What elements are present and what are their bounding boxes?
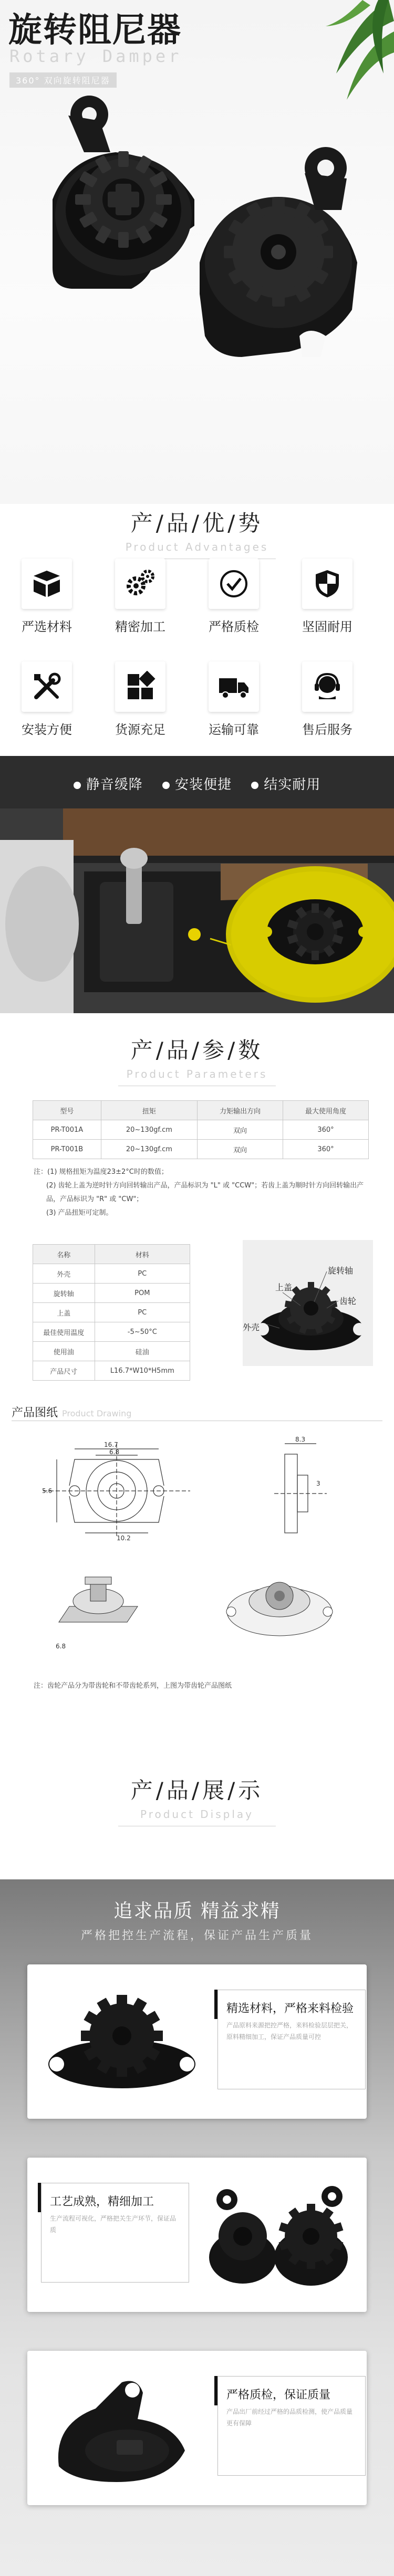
card-label-box	[217, 2376, 366, 2476]
parameters-title: 产/品/参/数	[130, 1037, 264, 1063]
drawing-heading	[12, 1404, 131, 1420]
note-line: (2) 齿轮上盖为逆时针方向回转输出产品，产品标识为 "L" 或 "CCW"；若齿上盖为顺时针方向回转输出产品，产品标识为 "R" 或 "CW"；	[46, 1182, 364, 1203]
advantage-install	[7, 661, 86, 738]
advantages-section	[0, 504, 394, 756]
table-header-cell: 名称	[33, 1245, 95, 1264]
table-cell: 产品尺寸	[33, 1361, 95, 1381]
table-row	[33, 1361, 190, 1381]
advantage-label: 运输可靠	[209, 722, 259, 737]
table-cell: POM	[95, 1284, 190, 1303]
table-cell: PR-T001B	[33, 1140, 101, 1159]
card-desc: 生产流程可视化，严格把关生产环节，保证品质	[50, 2215, 177, 2234]
materials-icon	[22, 559, 72, 609]
parameters-title-en: Product Parameters	[126, 1068, 268, 1080]
drawing-title-en: Product Drawing	[62, 1408, 132, 1418]
parameters-section	[0, 1013, 394, 1759]
shield-icon	[302, 559, 352, 609]
feature-item: 安装便捷	[162, 777, 232, 793]
damper-photo	[38, 1975, 206, 2108]
table-cell: PC	[95, 1264, 190, 1284]
technical-drawings	[12, 1428, 382, 1669]
card-title: 工艺成熟，精细加工	[50, 2195, 154, 2209]
gears-icon	[115, 559, 165, 609]
table-header-cell: 力矩输出方向	[198, 1101, 283, 1120]
dim-label: 3	[316, 1480, 320, 1487]
table-cell: 360°	[283, 1140, 368, 1159]
display-title-en: Product Display	[140, 1808, 254, 1821]
bullet-icon	[74, 782, 81, 789]
feature-banner	[0, 756, 394, 1013]
card-desc: 产品出厂前经过严格的品质检测，使产品质量更有保障	[226, 2408, 353, 2427]
hero-tag: 360° 双向旋转阻尼器	[9, 72, 117, 88]
table-cell: L16.7*W10*H5mm	[95, 1361, 190, 1381]
advantage-durable	[288, 559, 367, 635]
drawing-note: 注：齿轮产品分为带齿轮和不带齿轮系列，上图为带齿轮产品图纸	[34, 1682, 232, 1690]
truck-icon	[209, 661, 259, 712]
table-header-cell: 扭矩	[101, 1101, 197, 1120]
advantage-label: 严选材料	[22, 619, 72, 634]
dim-label: 6.8	[109, 1448, 120, 1456]
table-row	[33, 1303, 190, 1322]
table-header-cell: 材料	[95, 1245, 190, 1264]
card-title: 严格质检，保证质量	[226, 2389, 331, 2402]
label-gear: 齿轮	[339, 1296, 357, 1306]
table-cell: PR-T001A	[33, 1120, 101, 1140]
table-cell: PC	[95, 1303, 190, 1322]
table-cell: 20~130gf.cm	[101, 1140, 197, 1159]
dim-label: 10.2	[117, 1534, 131, 1542]
table-header-cell: 型号	[33, 1101, 101, 1120]
headset-icon	[302, 661, 352, 712]
table-header-cell: 最大使用角度	[283, 1101, 368, 1120]
advantages-title: 产/品/优/势	[130, 510, 264, 536]
feature-list	[0, 774, 394, 793]
advantage-label: 坚固耐用	[302, 619, 352, 634]
advantage-label: 严格质检	[209, 619, 259, 634]
card-desc: 产品原料来源把控严格，来料检验层层把关，原料精细加工，保证产品质量可控	[226, 2022, 353, 2041]
dim-label: 8.3	[295, 1436, 306, 1443]
table-cell: 20~130gf.cm	[101, 1120, 197, 1140]
table-row	[33, 1342, 190, 1361]
table-cell: 最佳使用温度	[33, 1322, 95, 1342]
table-cell: 旋转轴	[33, 1284, 95, 1303]
display-section	[0, 1759, 394, 2576]
car-interior-photo	[0, 808, 394, 1013]
table-row	[33, 1284, 190, 1303]
advantage-label: 售后服务	[302, 722, 352, 737]
table-row	[33, 1140, 369, 1159]
card-label-box	[217, 1990, 366, 2089]
advantage-label: 安装方便	[22, 722, 72, 737]
dim-label: 6.8	[56, 1643, 66, 1650]
note-line: 注：(1) 规格扭矩为温度23±2°C时的数值；	[34, 1168, 168, 1176]
dim-label: 16.7	[104, 1441, 118, 1448]
table-cell: 使用油	[33, 1342, 95, 1361]
advantage-inspection	[194, 559, 273, 635]
display-title: 产/品/展/示	[130, 1778, 264, 1803]
hero-subtitle: Rotary Damper	[9, 46, 182, 66]
table-row	[33, 1120, 369, 1140]
display-card-2	[27, 2158, 367, 2312]
table-header-row	[33, 1101, 369, 1120]
hero-section	[0, 0, 394, 504]
spec-table	[33, 1100, 369, 1159]
label-cover: 上盖	[275, 1282, 293, 1292]
label-shaft: 旋转轴	[328, 1266, 354, 1276]
table-header-row	[33, 1245, 190, 1264]
table-row	[33, 1264, 190, 1284]
note-line: (3) 产品扭矩可定制。	[46, 1209, 113, 1217]
advantages-heading	[0, 506, 394, 559]
advantage-service	[288, 661, 367, 738]
table-cell: 双向	[198, 1140, 283, 1159]
table-cell: -5~50°C	[95, 1322, 190, 1342]
card-label-box	[41, 2183, 189, 2283]
label-shell: 外壳	[243, 1322, 260, 1332]
material-table	[33, 1244, 190, 1381]
dim-label: 5.6	[42, 1487, 53, 1495]
table-cell: 双向	[198, 1120, 283, 1140]
card-title: 精选材料，严格来料检验	[226, 2002, 354, 2015]
advantage-supply	[101, 661, 180, 738]
bullet-icon	[162, 782, 170, 789]
damper-side-photo	[38, 2361, 206, 2495]
blocks-icon	[115, 661, 165, 712]
tools-icon	[22, 661, 72, 712]
drawing-title: 产品图纸	[12, 1406, 58, 1420]
component-photo	[243, 1240, 373, 1366]
table-cell: 外壳	[33, 1264, 95, 1284]
table-cell: 360°	[283, 1120, 368, 1140]
table-cell: 硅油	[95, 1342, 190, 1361]
bullet-icon	[251, 782, 258, 789]
advantage-shipping	[194, 661, 273, 738]
advantage-precision	[101, 559, 180, 635]
spec-notes	[34, 1165, 372, 1220]
table-cell: 上盖	[33, 1303, 95, 1322]
hero-title: 旋转阻尼器	[8, 11, 182, 50]
advantage-materials	[7, 559, 86, 635]
plant-decoration	[284, 0, 394, 105]
advantages-title-en: Product Advantages	[125, 541, 269, 553]
slogan: 追求品质 精益求精	[113, 1900, 281, 1922]
display-card-1	[27, 1964, 367, 2119]
parameters-heading	[0, 1033, 394, 1086]
damper-photo-right	[184, 136, 373, 378]
advantage-label: 货源充足	[115, 722, 165, 737]
table-row	[33, 1322, 190, 1342]
check-icon	[209, 559, 259, 609]
slogan-sub: 严格把控生产流程，保证产品生产质量	[80, 1929, 313, 1942]
feature-item: 静音缓降	[74, 777, 143, 793]
display-heading	[0, 1773, 394, 1826]
damper-pair-photo	[195, 2168, 358, 2301]
display-card-3	[27, 2351, 367, 2505]
feature-item: 结实耐用	[251, 777, 320, 793]
advantage-label: 精密加工	[115, 619, 165, 634]
